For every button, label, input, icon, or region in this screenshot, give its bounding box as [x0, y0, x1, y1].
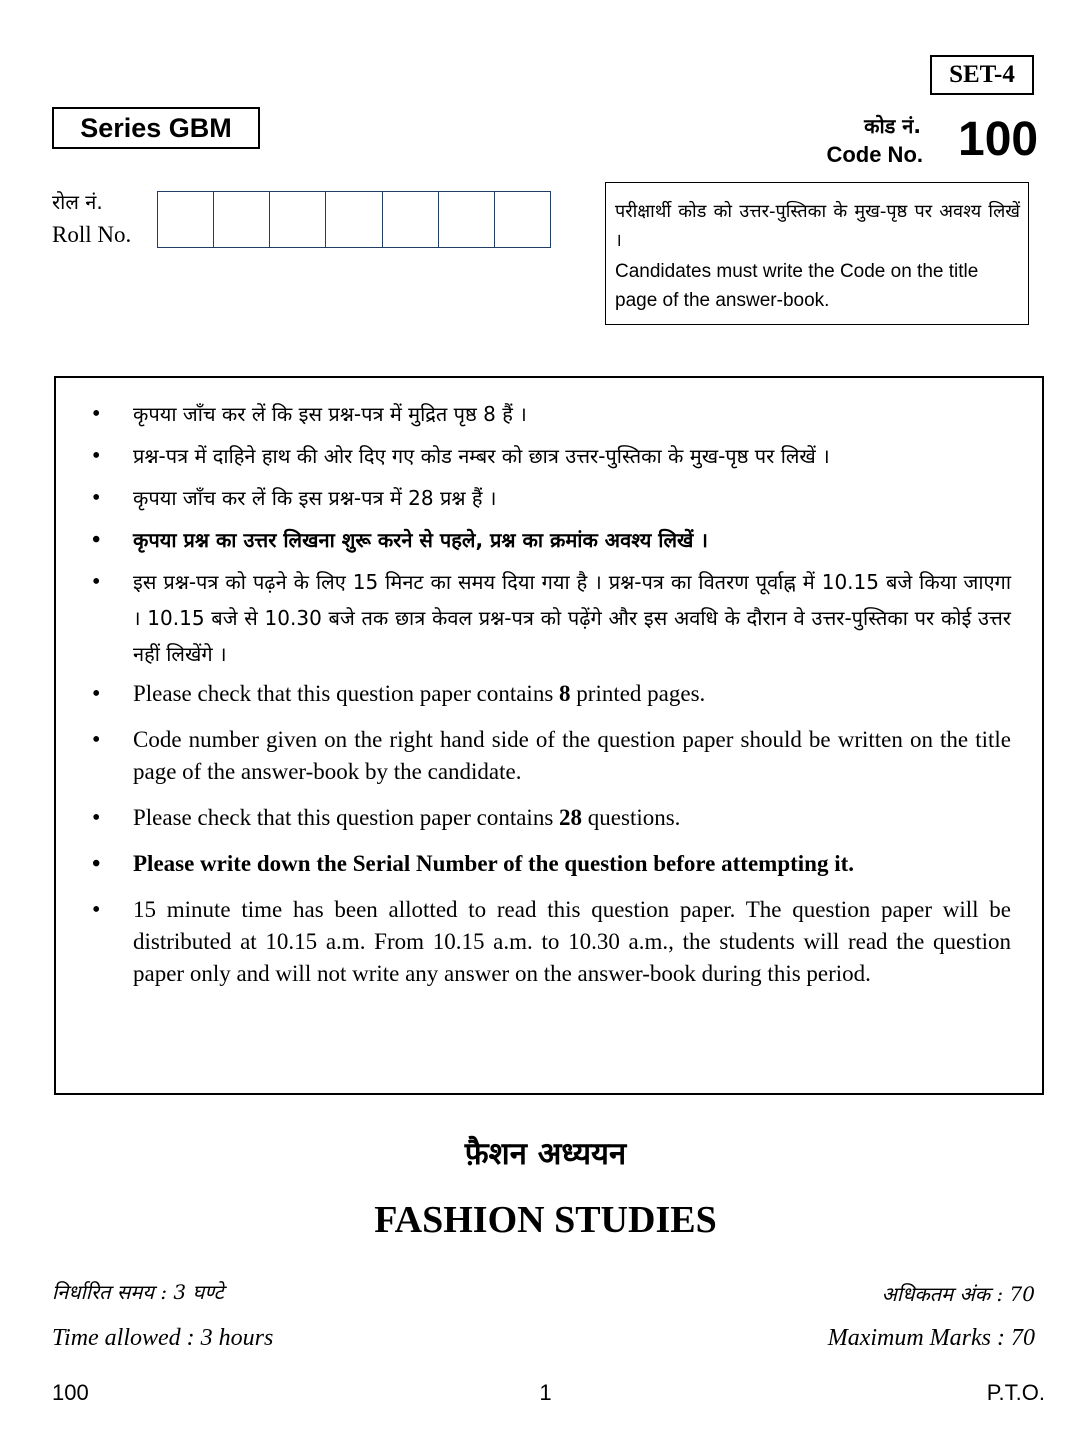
subject-title-hindi: फ़ैशन अध्ययन	[464, 1136, 627, 1172]
roll-label-english: Roll No.	[52, 222, 132, 247]
candidate-note-english: Candidates must write the Code on the title page of the answer-book.	[615, 261, 979, 311]
time-allowed-hindi: निर्धारित समय : 3 घण्टे	[52, 1280, 224, 1304]
code-label-english: Code No.	[826, 142, 923, 167]
instruction-bold-number: 8	[559, 681, 571, 706]
series-label: Series GBM	[52, 107, 260, 149]
candidate-note-hindi: परीक्षार्थी कोड को उत्तर-पुस्तिका के मुख-पृष्ठ पर अवश्य लिखें ।	[615, 201, 1020, 251]
code-label-hindi: कोड नं.	[864, 114, 921, 138]
roll-label-hindi: रोल नं.	[52, 190, 103, 214]
instruction-text: Please check that this question paper contains	[133, 805, 560, 830]
instruction-item: • Code number given on the right hand side of the question paper should be written on the title page of the answer-book by the candidate.	[92, 724, 1011, 788]
roll-digit-box[interactable]	[270, 192, 326, 247]
roll-number-boxes[interactable]	[157, 191, 551, 248]
instruction-item: • इस प्रश्न-पत्र को पढ़ने के लिए 15 मिनट का समय दिया गया है । प्रश्न-पत्र का वितरण पूर्वाह्न में 10.15 बजे किया जाएगा । 10.15 बजे से 10.30 बजे तक छात्र केवल प्रश्न-पत्र को पढ़ेंगे और इस अवधि के दौरान वे उत्तर-पुस्तिका पर कोई उत्तर नहीं लिखेंगे ।	[92, 564, 1011, 672]
roll-digit-box[interactable]	[326, 192, 382, 247]
instruction-text: questions.	[582, 805, 681, 830]
instruction-item	[92, 678, 1011, 710]
roll-digit-box[interactable]	[158, 192, 214, 247]
instruction-item: • कृपया प्रश्न का उत्तर लिखना शुरू करने से पहले, प्रश्न का क्रमांक अवश्य लिखें ।	[92, 522, 1011, 558]
instruction-bold-number: 28	[559, 805, 583, 830]
instructions-list	[92, 396, 1011, 990]
instruction-item: • कृपया जाँच कर लें कि इस प्रश्न-पत्र में 28 प्रश्न हैं ।	[92, 480, 1011, 516]
code-number: 100	[958, 113, 1039, 166]
candidate-note-box	[605, 182, 1029, 325]
subject-title-english: FASHION STUDIES	[374, 1199, 717, 1241]
roll-digit-box[interactable]	[495, 192, 550, 247]
time-allowed-english: Time allowed : 3 hours	[52, 1325, 274, 1351]
instructions-box	[54, 376, 1044, 1095]
instruction-item: • प्रश्न-पत्र में दाहिने हाथ की ओर दिए गए कोड नम्बर को छात्र उत्तर-पुस्तिका के मुख-पृष्ठ पर लिखें ।	[92, 438, 1011, 474]
footer-code: 100	[52, 1380, 89, 1405]
max-marks-hindi: अधिकतम अंक : 70	[881, 1282, 1035, 1306]
set-label: SET-4	[930, 55, 1034, 95]
roll-digit-box[interactable]	[383, 192, 439, 247]
page-number: 1	[539, 1380, 552, 1405]
instruction-item: • 15 minute time has been allotted to read this question paper. The question paper will be distributed at 10.15 a.m. From 10.15 a.m. to 10.30 a.m., the students will read the question paper only and will not write any answer on the answer-book during this period.	[92, 894, 1011, 990]
roll-digit-box[interactable]	[214, 192, 270, 247]
max-marks-english: Maximum Marks : 70	[827, 1325, 1035, 1351]
instruction-item: • Please write down the Serial Number of the question before attempting it.	[92, 848, 1011, 880]
roll-digit-box[interactable]	[439, 192, 495, 247]
instruction-item: • कृपया जाँच कर लें कि इस प्रश्न-पत्र में मुद्रित पृष्ठ 8 हैं ।	[92, 396, 1011, 432]
instruction-item	[92, 802, 1011, 834]
pto-label: P.T.O.	[986, 1380, 1045, 1405]
instruction-text: printed pages.	[570, 681, 706, 706]
instruction-text: Please check that this question paper contains	[133, 681, 560, 706]
